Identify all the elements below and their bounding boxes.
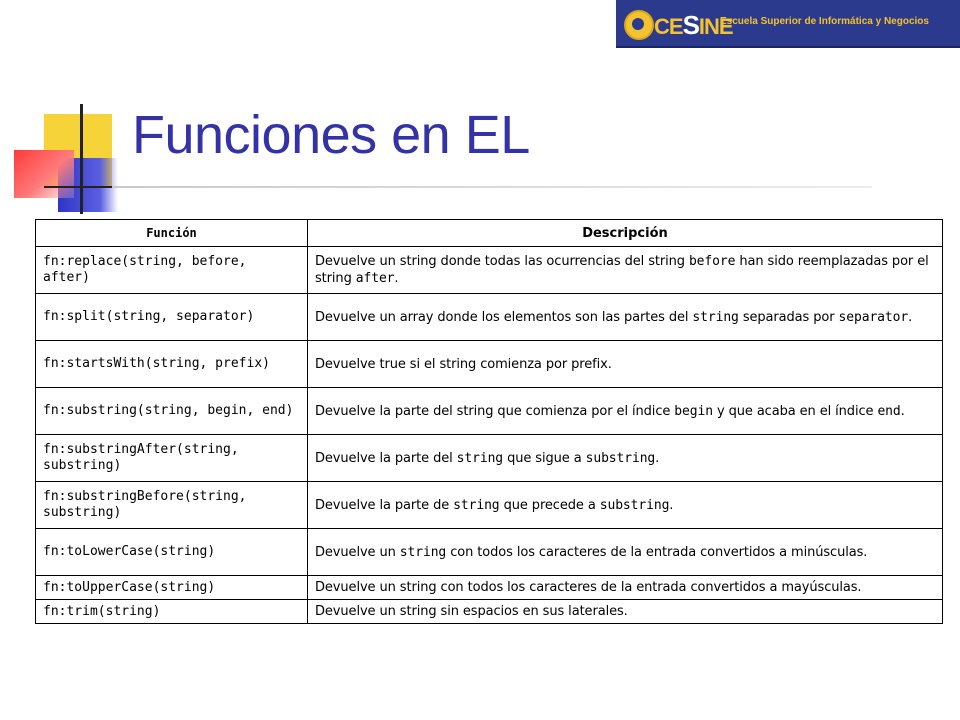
table-row	[36, 435, 943, 482]
header-description: Descripción	[308, 220, 943, 247]
functions-table	[35, 219, 943, 624]
function-cell: fn:split(string, separator)	[36, 294, 308, 341]
description-cell: Devuelve un string con todos los caracteres de la entrada convertidos a minúsculas.	[308, 529, 943, 576]
title-underline-rule	[112, 186, 872, 188]
description-cell: Devuelve la parte de string que precede a substring.	[308, 482, 943, 529]
table-row	[36, 341, 943, 388]
description-cell: Devuelve un string con todos los caracteres de la entrada convertidos a mayúsculas.	[308, 576, 943, 600]
table-header-row	[36, 220, 943, 247]
function-cell: fn:startsWith(string, prefix)	[36, 341, 308, 388]
logo-tagline: Escuela Superior de Informática y Negocios	[720, 16, 929, 27]
description-cell: Devuelve un string donde todas las ocurrencias del string before han sido reemplazadas por el string after.	[308, 247, 943, 294]
title-decoration-red-square	[14, 150, 74, 198]
description-cell: Devuelve la parte del string que sigue a substring.	[308, 435, 943, 482]
function-cell: fn:substringAfter(string, substring)	[36, 435, 308, 482]
function-cell: fn:substring(string, begin, end)	[36, 388, 308, 435]
table-row	[36, 247, 943, 294]
table-row	[36, 482, 943, 529]
function-cell: fn:trim(string)	[36, 600, 308, 624]
description-cell: Devuelve true si el string comienza por prefix.	[308, 341, 943, 388]
logo-wordmark: CESINE	[654, 10, 733, 40]
header-function: Función	[36, 220, 308, 247]
title-decoration-vertical-line	[80, 104, 83, 214]
function-cell: fn:replace(string, before, after)	[36, 247, 308, 294]
globe-emblem-icon	[624, 10, 654, 40]
table-row	[36, 388, 943, 435]
description-cell: Devuelve un string sin espacios en sus laterales.	[308, 600, 943, 624]
table-row	[36, 529, 943, 576]
cesine-logo	[616, 0, 960, 48]
table-row	[36, 576, 943, 600]
function-cell: fn:substringBefore(string, substring)	[36, 482, 308, 529]
table-row	[36, 294, 943, 341]
function-cell: fn:toLowerCase(string)	[36, 529, 308, 576]
table-row	[36, 600, 943, 624]
description-cell: Devuelve un array donde los elementos son las partes del string separadas por separator.	[308, 294, 943, 341]
slide-title: Funciones en EL	[132, 105, 530, 165]
description-cell: Devuelve la parte del string que comienza por el índice begin y que acaba en el índice end.	[308, 388, 943, 435]
function-cell: fn:toUpperCase(string)	[36, 576, 308, 600]
